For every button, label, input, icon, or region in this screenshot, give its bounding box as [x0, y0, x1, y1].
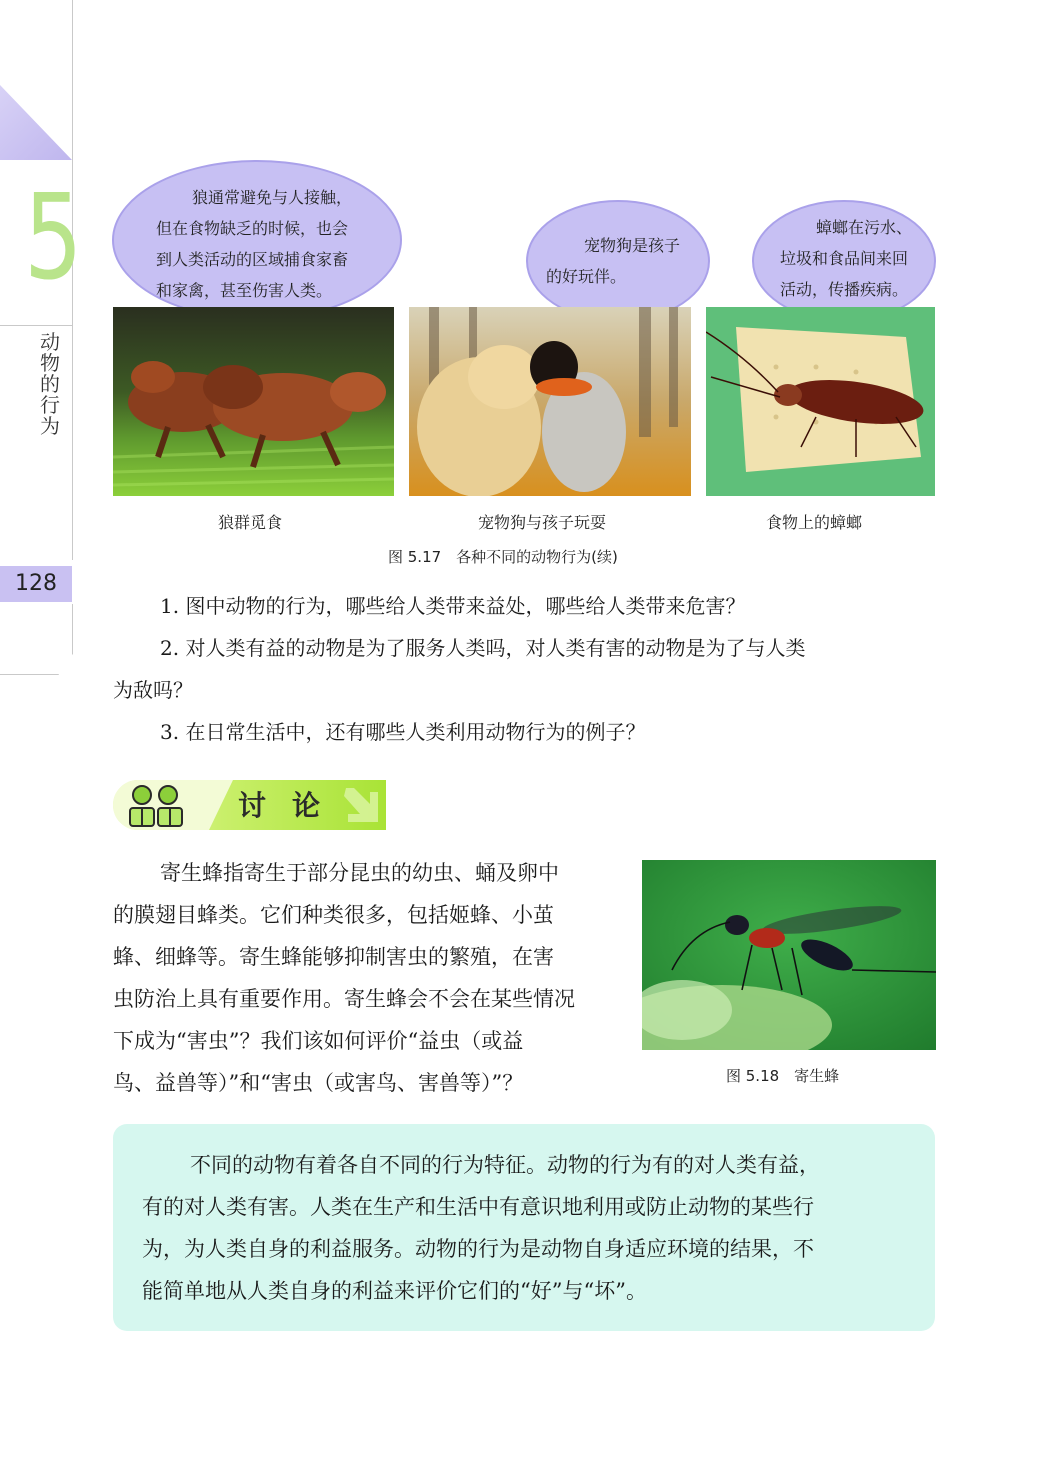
dog-and-child-photo: [409, 307, 691, 496]
page-number: 128: [15, 571, 57, 596]
summary-line: 不同的动物有着各自不同的行为特征。动物的行为有的对人类有益，: [190, 1153, 820, 1177]
dog-bubble-line: 宠物狗是孩子: [584, 236, 681, 255]
wolf-bubble-line: 狼通常避免与人接触，: [192, 188, 353, 207]
corner-arrow-icon: [340, 786, 380, 824]
parasitic-wasp-photo: [642, 860, 936, 1050]
question-1: 1. 图中动物的行为，哪些给人类带来益处，哪些给人类带来危害？: [160, 594, 746, 618]
wolf-photo-caption: 狼群觅食: [218, 513, 283, 532]
cockroach-bubble-line: 活动，传播疾病。: [780, 280, 909, 299]
wolf-bubble-line: 到人类活动的区域捕食家畜: [156, 250, 349, 269]
two-students-reading-icon: [124, 782, 188, 830]
summary-line: 为，为人类自身的利益服务。动物的行为是动物自身适应环境的结果，不: [142, 1237, 814, 1261]
discussion-line: 虫防治上具有重要作用。寄生蜂会不会在某些情况: [113, 987, 575, 1011]
figure-5-17-title: 图 5.17 各种不同的动物行为(续): [388, 548, 618, 566]
cockroach-bubble-line: 蟑螂在污水、: [816, 218, 913, 237]
chapter-divider: [0, 325, 72, 326]
discussion-line: 蜂、细蜂等。寄生蜂能够抑制害虫的繁殖，在害: [113, 945, 554, 969]
dog-bubble-line: 的好玩伴。: [546, 267, 627, 286]
dog-speech-bubble: [526, 200, 710, 322]
wolf-bubble-line: 和家禽，甚至伤害人类。: [156, 281, 333, 300]
cockroach-on-cracker-photo: [706, 307, 935, 496]
dog-photo-caption: 宠物狗与孩子玩耍: [478, 513, 607, 532]
wolf-pack-photo: [113, 307, 394, 496]
summary-line: 有的对人类有害。人类在生产和生活中有意识地利用或防止动物的某些行: [142, 1195, 814, 1219]
cockroach-photo-caption: 食物上的蟑螂: [766, 513, 863, 532]
chapter-number: 5: [24, 168, 83, 306]
discussion-line: 鸟、益兽等）”和“害虫（或害鸟、害兽等）”？: [113, 1071, 524, 1095]
discussion-line: 寄生蜂指寄生于部分昆虫的幼虫、蛹及卵中: [160, 861, 559, 885]
cockroach-bubble-line: 垃圾和食品间来回: [780, 249, 909, 268]
discussion-line: 下成为“害虫”？我们该如何评价“益虫（或益: [113, 1029, 524, 1053]
discussion-line: 的膜翅目蜂类。它们种类很多，包括姬蜂、小茧: [113, 903, 554, 927]
margin-corner-triangle: [0, 85, 72, 160]
cockroach-speech-bubble: [752, 200, 936, 322]
question-3: 3. 在日常生活中，还有哪些人类利用动物行为的例子？: [160, 720, 646, 744]
margin-box: [0, 604, 73, 675]
summary-line: 能简单地从人类自身的利益来评价它们的“好”与“坏”。: [142, 1279, 647, 1303]
wolf-speech-bubble: [112, 160, 402, 320]
chapter-title: 动物的行为: [40, 330, 60, 438]
wolf-bubble-line: 但在食物缺乏的时候，也会: [156, 219, 349, 238]
question-2-line-2: 为敌吗？: [113, 678, 193, 702]
figure-5-18-caption: 图 5.18 寄生蜂: [726, 1067, 840, 1085]
discussion-title: 讨论: [238, 789, 347, 822]
question-2-line-1: 2. 对人类有益的动物是为了服务人类吗，对人类有害的动物是为了与人类: [160, 636, 806, 660]
